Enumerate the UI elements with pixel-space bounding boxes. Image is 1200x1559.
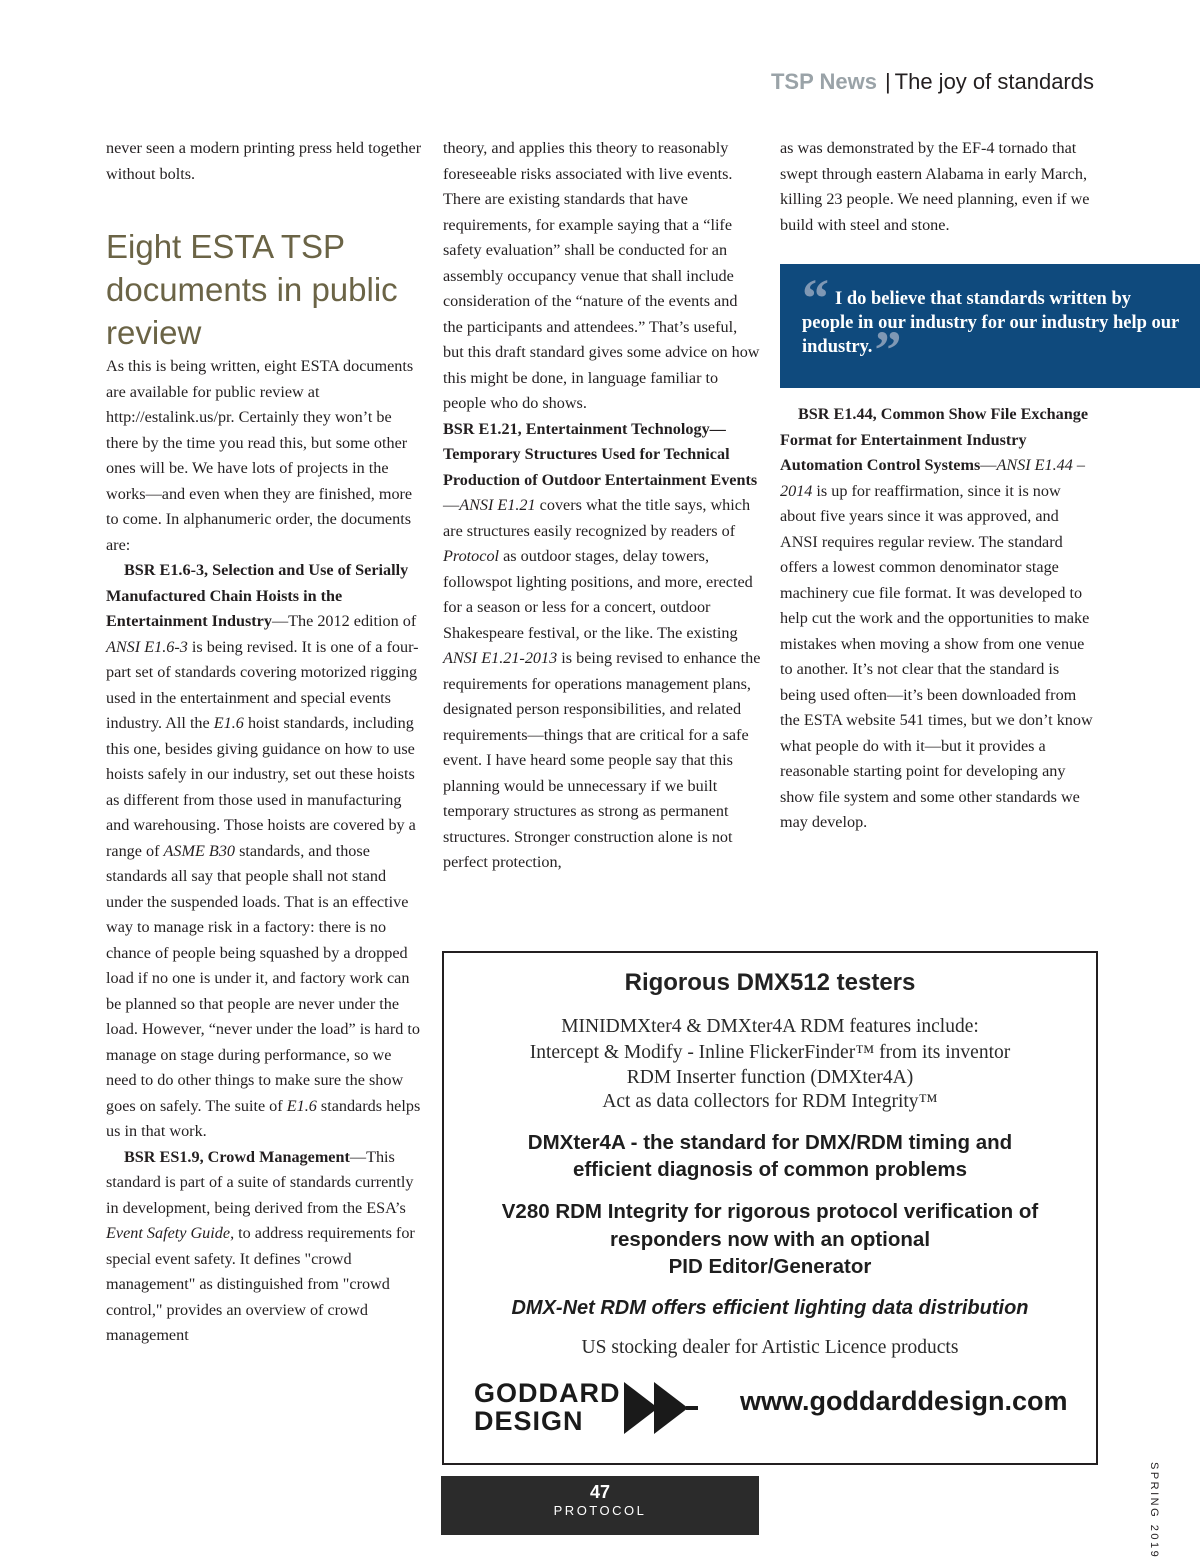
page-folio — [441, 1476, 759, 1535]
standard-title: BSR ES1.9, Crowd Management — [124, 1147, 350, 1166]
paragraph: never seen a modern printing press held together without bolts. — [106, 139, 422, 183]
magazine-name: PROTOCOL — [553, 1503, 647, 1518]
logo-word-goddard: GODDARD — [474, 1378, 621, 1408]
header-separator: | — [884, 69, 891, 94]
running-header — [771, 66, 1094, 98]
standard-title: BSR E1.44, Common Show File Exchange Format for Entertainment Industry Automation Control Systems — [780, 405, 1089, 474]
ad-website-link[interactable]: www.goddarddesign.com — [740, 1386, 1068, 1416]
ad-feature-line: Intercept & Modify - Inline FlickerFinder™ from its inventor — [529, 1042, 1011, 1063]
paragraph: As this is being written, eight ESTA documents are available for public review at http://estalink.us/pr. Certainly they won’t be there by the time you read this, but some other ones will be. We have lots of projects in the works—and even when they are finished, more to come. In alphanumeric order, the documents are: — [106, 357, 414, 554]
ad-feature-line: MINIDMXter4 & DMXter4A RDM features include: — [561, 1016, 979, 1037]
paragraph-e1-6-3: BSR E1.6-3, Selection and Use of Serially Manufactured Chain Hoists in the Entertainment Industry—The 2012 edition of ANSI E1.6-3 is being revised. It is one of a four-part set of standards covering motorized rigging used in the entertainment and special events industry. All the E1.6 hoist standards, including this one, besides giving guidance on how to use hoists safely in our industry, set out these hoists as different from those used in manufacturing and warehousing. Those hoists are covered by a range of ASME B30 standards, and those standards all say that people shall not stand under the suspended loads. That is an effective way to manage risk in a factory: there is no chance of people being squashed by a dropped load if no one is under it, and factory work can be planned so that people are never under the load. However, “never under the load” is hard to manage on stage during performance, so we need to do other things to make sure the show goes on safely. The suite of E1.6 standards helps us in that work. — [106, 561, 421, 1140]
ad-v280-line: PID Editor/Generator — [668, 1255, 872, 1278]
ad-v280-line: responders now with an optional — [609, 1228, 931, 1251]
ad-dealer-line: US stocking dealer for Artistic Licence products — [581, 1337, 959, 1358]
paragraph-e1-44: BSR E1.44, Common Show File Exchange Format for Entertainment Industry Automation Control Systems—ANSI E1.44 – 2014 is up for reaffirmation, since it is now about five years since it was approved, and ANSI requires regular review. The standard offers a lowest common denominator stage machinery cue file format. It was developed to help cut the work and the opportunities to make mistakes when moving a show from one venue to another. It’s not clear that the standard is being used often—it’s been downloaded from the ESTA website 541 times, but we don’t know what people do with it—but it provides a reasonable starting point for developing any show file system and some other standards we may develop. — [780, 405, 1093, 831]
paragraph: as was demonstrated by the EF-4 tornado that swept through eastern Alabama in early March, killing 23 people. We need planning, even if we build with steel and stone. — [780, 139, 1090, 234]
ad-title: Rigorous DMX512 testers — [624, 969, 916, 996]
column-1 — [106, 136, 424, 1349]
open-quote-icon: “ — [802, 268, 829, 328]
advertisement[interactable] — [442, 951, 1098, 1465]
ad-dmxter-line: DMXter4A - the standard for DMX/RDM timing and — [527, 1131, 1013, 1154]
column-3 — [780, 136, 1098, 836]
ad-dmxter-line: efficient diagnosis of common problems — [572, 1158, 968, 1181]
ad-v280-line: V280 RDM Integrity for rigorous protocol verification of — [501, 1200, 1039, 1223]
ad-net-line: DMX-Net RDM offers efficient lighting data distribution — [511, 1297, 1029, 1319]
pull-quote-text: I do believe that standards written by people in our industry for our industry help our industry. — [802, 289, 1179, 357]
column-2 — [443, 136, 761, 876]
close-quote-icon: ” — [874, 320, 902, 380]
section-label: TSP News — [770, 69, 877, 94]
pull-quote — [780, 264, 1200, 388]
logo-word-design: DESIGN — [474, 1406, 584, 1436]
paragraph-e1-21: BSR E1.21, Entertainment Technology—Temporary Structures Used for Technical Production of Outdoor Entertainment Events—ANSI E1.21 covers what the title says, which are structures easily recognized by readers of Protocol as outdoor stages, delay towers, followspot lighting positions, and more, erected for a season or less for a concert, outdoor Shakespeare festival, or the like. The existing ANSI E1.21-2013 is being revised to enhance the requirements for operations management plans, designated person responsibilities, and related requirements—things that are critical for a safe event. I have heard some people say that this planning would be unnecessary if we built temporary structures as strong as permanent structures. Stronger construction alone is not perfect protection, — [443, 419, 761, 871]
standard-title: BSR E1.6-3, Selection and Use of Serially Manufactured Chain Hoists in the Entertainment Industry — [106, 561, 409, 630]
double-arrow-icon — [624, 1382, 698, 1434]
section-subtitle: The joy of standards — [894, 69, 1094, 94]
goddard-design-logo — [474, 1378, 704, 1438]
paragraph: theory, and applies this theory to reasonably foreseeable risks associated with live events. There are existing standards that have requirements, for example saying that a “life safety evaluation” shall be conducted for an assembly occupancy venue that shall include consideration of the “nature of the events and the participants and attendees.” That’s useful, but this draft standard gives some advice on how this might be done, in language familiar to people who do shows. — [443, 139, 760, 412]
ad-feature-line: Act as data collectors for RDM Integrity™ — [602, 1091, 938, 1112]
paragraph-es1-9: BSR ES1.9, Crowd Management—This standard is part of a suite of standards currently in development, being derived from the ESA’s Event Safety Guide, to address requirements for special event safety. It defines "crowd management" as distinguished from "crowd control," provides an overview of crowd management — [106, 1147, 415, 1344]
section-heading: Eight ESTA TSP documents in public review — [106, 228, 398, 351]
page-number: 47 — [589, 1482, 611, 1502]
ad-feature-line: RDM Inserter function (DMXter4A) — [626, 1067, 914, 1088]
issue-label: SPRING 2019 — [1148, 1462, 1160, 1559]
standard-title: BSR E1.21, Entertainment Technology—Temporary Structures Used for Technical Production of Outdoor Entertainment Events — [443, 419, 758, 489]
